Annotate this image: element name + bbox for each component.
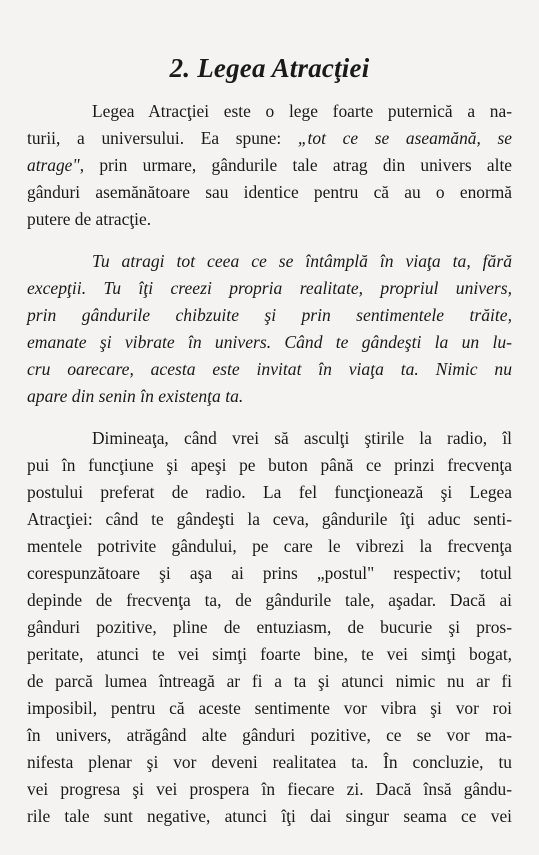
- paragraph-3-line-1: Dimineaţa, când vrei să asculţi ştirile la radio, îl: [92, 428, 512, 448]
- paragraph-3-line-10: de parcă lumea întreagă ar fi a ta şi atunci nimic nu ar fi: [27, 671, 512, 691]
- paragraph-3-line-6: corespunzătoare şi aşa ai prins „postul" respectiv; totul: [27, 563, 512, 583]
- paragraph-3-line-7: depinde de frecvenţa ta, de gândurile tale, aşadar. Dacă ai: [27, 590, 512, 610]
- chapter-title: 2. Legea Atracţiei: [169, 53, 370, 83]
- paragraph-1-line-5: putere de atracţie.: [27, 209, 152, 229]
- paragraph-3-line-15: rile tale sunt negative, atunci îţi dai singur seama ce vei: [27, 806, 512, 826]
- paragraph-1-line-2: turii, a universului. Ea spune: „tot ce se aseamănă, se: [27, 128, 512, 148]
- paragraph-2-line-5: cru oarecare, acesta este invitat în viaţa ta. Nimic nu: [27, 359, 512, 379]
- paragraph-2-line-1: Tu atragi tot ceea ce se întâmplă în viaţa ta, fără: [92, 251, 512, 271]
- paragraph-3-line-3: postului preferat de radio. La fel funcţionează şi Legea: [27, 482, 512, 502]
- paragraph-3-line-4: Atracţiei: când te gândeşti la ceva, gândurile îţi aduc senti-: [27, 509, 512, 529]
- paragraph-2-line-3: prin gândurile chibzuite şi prin sentimentele trăite,: [27, 305, 512, 325]
- paragraph-3-line-8: gânduri pozitive, pline de entuziasm, de bucurie şi pros-: [27, 617, 512, 637]
- paragraph-2-line-4: emanate şi vibrate în univers. Când te gândeşti la un lu-: [27, 332, 512, 352]
- paragraph-2-line-6: apare din senin în existenţa ta.: [27, 386, 244, 406]
- paragraph-3-line-2: pui în funcţiune şi apeşi pe buton până ce prinzi frecvenţa: [27, 455, 512, 475]
- paragraph-3-line-5: mentele potrivite gândului, pe care le vibrezi la frecvenţa: [27, 536, 512, 556]
- paragraph-2-line-2: excepţii. Tu îţi creezi propria realitate, propriul univers,: [27, 278, 512, 298]
- paragraph-3-line-13: nifesta plenar şi vor deveni realitatea ta. În concluzie, tu: [27, 752, 512, 772]
- paragraph-3-line-12: în univers, atrăgând alte gânduri pozitive, ce se vor ma-: [27, 725, 512, 745]
- paragraph-3-line-9: peritate, atunci te vei simţi foarte bine, te vei simţi bogat,: [27, 644, 512, 664]
- paragraph-3-line-11: imposibil, pentru că aceste sentimente vor vibra şi vor roi: [27, 698, 512, 718]
- paragraph-1-line-4: gânduri asemănătoare sau identice pentru că au o enormă: [27, 182, 512, 202]
- paragraph-1-line-1: Legea Atracţiei este o lege foarte puternică a na-: [92, 101, 512, 121]
- paragraph-3-line-14: vei progresa şi vei prospera în fiecare zi. Dacă însă gându-: [27, 779, 512, 799]
- paragraph-1-line-3: atrage", prin urmare, gândurile tale atrag din univers alte: [27, 155, 512, 175]
